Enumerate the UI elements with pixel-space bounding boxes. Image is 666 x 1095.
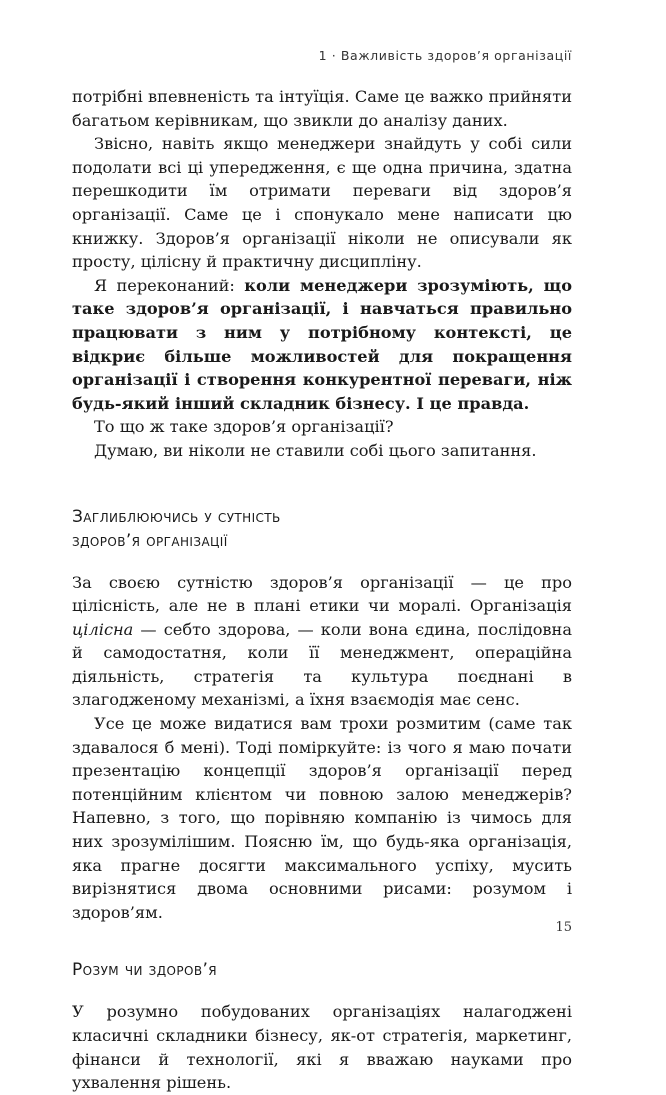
bold-statement: коли менеджери зрозуміють, що таке здоров’я організації, і навчаться правильно працювати з ним у потрібному контексті, це відкриє більше можливостей для покращення організації і створення конкурентної переваги, ніж будь-який інший складник бізнесу. І це правда.: [72, 275, 572, 413]
section-heading: Розум чи здоров’я: [72, 960, 218, 981]
section-heading-line1: Заглиблюючись у сутність: [72, 506, 281, 527]
italic-term: цілісна: [72, 619, 134, 639]
paragraph-text: — себто здорова, — коли вона єдина, послідовна й самодостатня, коли її менеджмент, операційна діяльність, стратегія та культура поєднані в злагодженому механізмі, а їхня взаємодія має сенс.: [72, 619, 572, 710]
paragraph-text: Я переконаний:: [94, 275, 245, 295]
paragraph: У розумно побудованих організаціях налагоджені класичні складники бізнесу, як-от стратегія, маркетинг, фінанси й технології, які я вважаю науками про ухвалення рішень.: [72, 1002, 572, 1093]
section-heading: [72, 505, 572, 553]
paragraph: [72, 571, 572, 713]
paragraph: [72, 274, 572, 416]
page-body: [72, 85, 572, 1095]
page-number: 15: [555, 920, 572, 935]
section-heading-line2: здоров’я організації: [72, 530, 228, 551]
running-head: 1 · Важливість здоров’я організації: [318, 48, 572, 63]
paragraph: Звісно, навіть якщо менеджери знайдуть у собі сили подолати всі ці упередження, є ще одна причина, здатна перешкодити їм отримати переваги від здоров’я організації. Саме це і спонукало мене написати цю книжку. Здоров’я організації ніколи не описували як просту, цілісну й практичну дисципліну.: [72, 134, 572, 272]
paragraph: Думаю, ви ніколи не ставили собі цього запитання.: [94, 440, 537, 460]
paragraph: То що ж таке здоров’я організації?: [94, 417, 394, 437]
paragraph-text: За своєю сутністю здоров’я організації — це про цілісність, але не в плані етики чи моралі. Організація: [72, 572, 572, 616]
paragraph: потрібні впевненість та інтуїція. Саме це важко прийняти багатьом керівникам, що звикли до аналізу даних.: [72, 87, 572, 130]
paragraph: Усе це може видатися вам трохи розмитим (саме так здавалося б мені). Тоді поміркуйте: із чого я маю почати презентацію концепції здоров’я організації перед потенційним клієнтом чи повною залою менеджерів? Напевно, з того, що порівняю компанію із чимось для них зрозумілішим. Поясню їм, що будь-яка організація, яка прагне досягти максимального успіху, мусить вирізнятися двома основними рисами: розумом і здоров’ям.: [72, 714, 572, 922]
